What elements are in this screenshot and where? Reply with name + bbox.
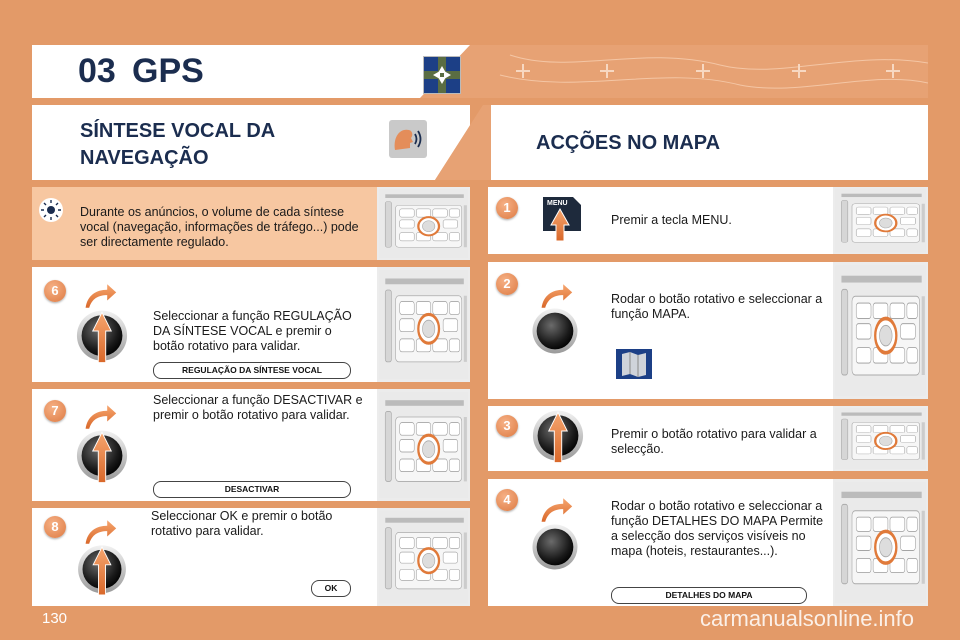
rotate-arrow-icon <box>538 496 574 524</box>
step-3-device-panel <box>833 406 928 471</box>
menu-key-label: MENU <box>547 200 568 207</box>
step-8-badge: 8 <box>44 516 66 538</box>
rotary-knob-press-icon <box>74 540 130 602</box>
step-7-badge: 7 <box>44 400 66 422</box>
step-6-menu-label: REGULAÇÃO DA SÍNTESE VOCAL <box>153 362 351 379</box>
navigation-crossroad-icon <box>423 56 461 94</box>
step-7-text: Seleccionar a função DESACTIVAR e premir o botão rotativo para validar. <box>153 393 363 422</box>
step-6-device-panel <box>377 267 470 382</box>
watermark: carmanualsonline.info <box>700 606 915 631</box>
rotary-knob-press-icon <box>530 405 586 470</box>
step-4-badge: 4 <box>496 489 518 511</box>
step-1-text: Premir a tecla MENU. <box>611 213 732 227</box>
step-4-text: Rodar o botão rotativo e seleccionar a função DETALHES DO MAPA Permite a selecção dos serviços visíveis no mapa (hoteis, restaurantes...). <box>611 499 824 558</box>
step-2-badge: 2 <box>496 273 518 295</box>
chapter-title: GPS <box>132 52 204 90</box>
step-8-text: Seleccionar OK e premir o botão rotativo para validar. <box>151 509 333 538</box>
tip-lightbulb-icon <box>38 197 64 223</box>
step-4-device-panel <box>833 479 928 606</box>
map-folded-icon <box>616 349 652 379</box>
chapter-number: 03 <box>78 52 116 90</box>
step-8-menu-label: OK <box>311 580 351 597</box>
rotary-knob-press-icon <box>74 305 130 370</box>
step-7-device-panel <box>377 389 470 501</box>
step-8-device-panel <box>377 508 470 606</box>
step-7-menu-label: DESACTIVAR <box>153 481 351 498</box>
header-map-banner <box>420 45 928 98</box>
step-3-badge: 3 <box>496 415 518 437</box>
rotary-knob-press-icon <box>74 425 130 490</box>
step-4-menu-label: DETALHES DO MAPA <box>611 587 807 604</box>
map-actions-title: ACÇÕES NO MAPA <box>536 132 721 154</box>
note-text: Durante os anúncios, o volume de cada síntese vocal (navegação, informações de tráfego...) pode ser directamente regulado. <box>80 205 359 249</box>
voice-synthesis-title-line2: NAVEGAÇÃO <box>80 147 209 169</box>
step-6-text: Seleccionar a função REGULAÇÃO DA SÍNTESE VOCAL e premir o botão rotativo para validar. <box>153 309 352 353</box>
rotary-knob-icon <box>530 306 580 356</box>
rotary-knob-icon <box>530 522 580 572</box>
voice-speaking-icon <box>389 120 427 158</box>
step-2-text: Rodar o botão rotativo e seleccionar a função MAPA. <box>611 292 823 321</box>
step-1-device-panel <box>833 187 928 254</box>
step-2-device-panel <box>833 262 928 399</box>
step-1-badge: 1 <box>496 197 518 219</box>
voice-synthesis-title-line1: SÍNTESE VOCAL DA <box>80 120 276 142</box>
step-6-badge: 6 <box>44 280 66 302</box>
page-number: 130 <box>42 610 68 627</box>
step-3-text: Premir o botão rotativo para validar a selecção. <box>611 427 817 456</box>
menu-key-icon <box>537 195 583 241</box>
note-device-panel <box>377 187 470 260</box>
